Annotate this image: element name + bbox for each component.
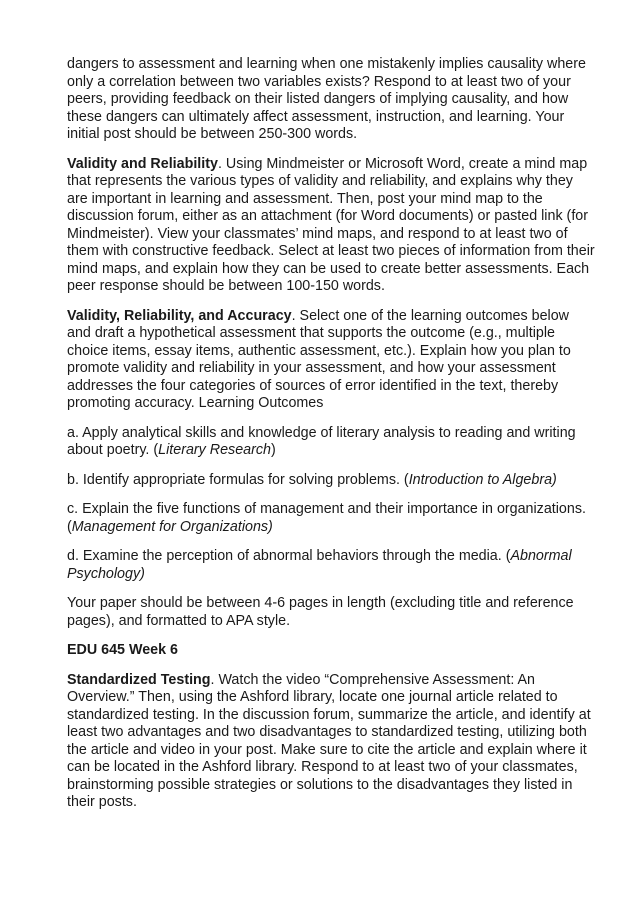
outcome-c-course: Management for Organizations) xyxy=(71,518,273,535)
outcome-a-text: a. Apply analytical skills and knowledge of literary analysis to reading and writing about poetry. ( xyxy=(67,424,576,458)
outcome-c xyxy=(67,501,595,536)
outcome-d-course: Abnormal Psychology) xyxy=(67,548,572,582)
outcome-d xyxy=(67,548,595,583)
outcome-d-text: d. Examine the perception of abnormal behaviors through the media. ( xyxy=(67,548,511,564)
standardized-testing-paragraph xyxy=(67,672,595,812)
outcome-c-text: c. Explain the five functions of management and their importance in organizations. ( xyxy=(67,501,586,535)
document-body xyxy=(67,56,595,824)
validity-reliability-accuracy-paragraph xyxy=(67,308,595,413)
week-heading: EDU 645 Week 6 xyxy=(67,642,178,658)
outcome-b-course: Introduction to Algebra) xyxy=(408,471,557,488)
outcome-a xyxy=(67,425,595,460)
standardized-testing-title: Standardized Testing xyxy=(67,671,211,688)
standardized-testing-body: . Watch the video “Comprehensive Assessment: An Overview.” Then, using the Ashford library, locate one journal article related to standardized testing. In the discussion forum, summarize the article, and identify at least two advantages and two disadvantages to standardized testing, utilizing both the article and video in your post. Make sure to cite the article and explain where it can be located in the Ashford library. Respond to at least two of your classmates, brainstorming possible strategies or solutions to the disadvantages they listed in their posts. xyxy=(67,671,591,810)
paper-requirements-text: Your paper should be between 4-6 pages in length (excluding title and reference pages), and formatted to APA style. xyxy=(67,595,574,629)
outcome-b-text: b. Identify appropriate formulas for solving problems. ( xyxy=(67,471,409,488)
outcome-a-suffix: ) xyxy=(270,442,276,458)
validity-reliability-accuracy-title: Validity, Reliability, and Accuracy xyxy=(67,307,292,324)
validity-reliability-accuracy-body: . Select one of the learning outcomes below and draft a hypothetical assessment that supports the outcome (e.g., multiple choice items, essay items, authentic assessment, etc.). Explain how you plan to promote validity and reliability in your assessment, and how your assessment addresses the four categories of sources of error identified in the text, thereby promoting accuracy. Learning Outcomes xyxy=(67,307,571,411)
validity-reliability-body: . Using Mindmeister or Microsoft Word, create a mind map that represents the various types of validity and reliability, and explains why they are important in learning and assessment. Then, post your mind map to the discussion forum, either as an attachment (for Word documents) or pasted link (for Mindmeister). View your classmates’ mind maps, and respond to at least two of them with constructive feedback. Select at least two pieces of information from their mind maps, and explain how they can be used to create better assessments. Each peer response should be between 100-150 words. xyxy=(67,155,595,294)
outcome-a-course: Literary Research xyxy=(158,442,271,458)
intro-paragraph xyxy=(67,56,595,144)
intro-text: dangers to assessment and learning when one mistakenly implies causality where only a correlation between two variables exists? Respond to at least two of your peers, providing feedback on their listed dangers of implying causality, and how these dangers can ultimately affect assessment, instruction, and learning. Your initial post should be between 250-300 words. xyxy=(67,56,586,142)
validity-reliability-title: Validity and Reliability xyxy=(67,155,218,172)
outcome-b xyxy=(67,472,595,490)
paper-requirements xyxy=(67,595,595,630)
validity-reliability-paragraph xyxy=(67,156,595,296)
